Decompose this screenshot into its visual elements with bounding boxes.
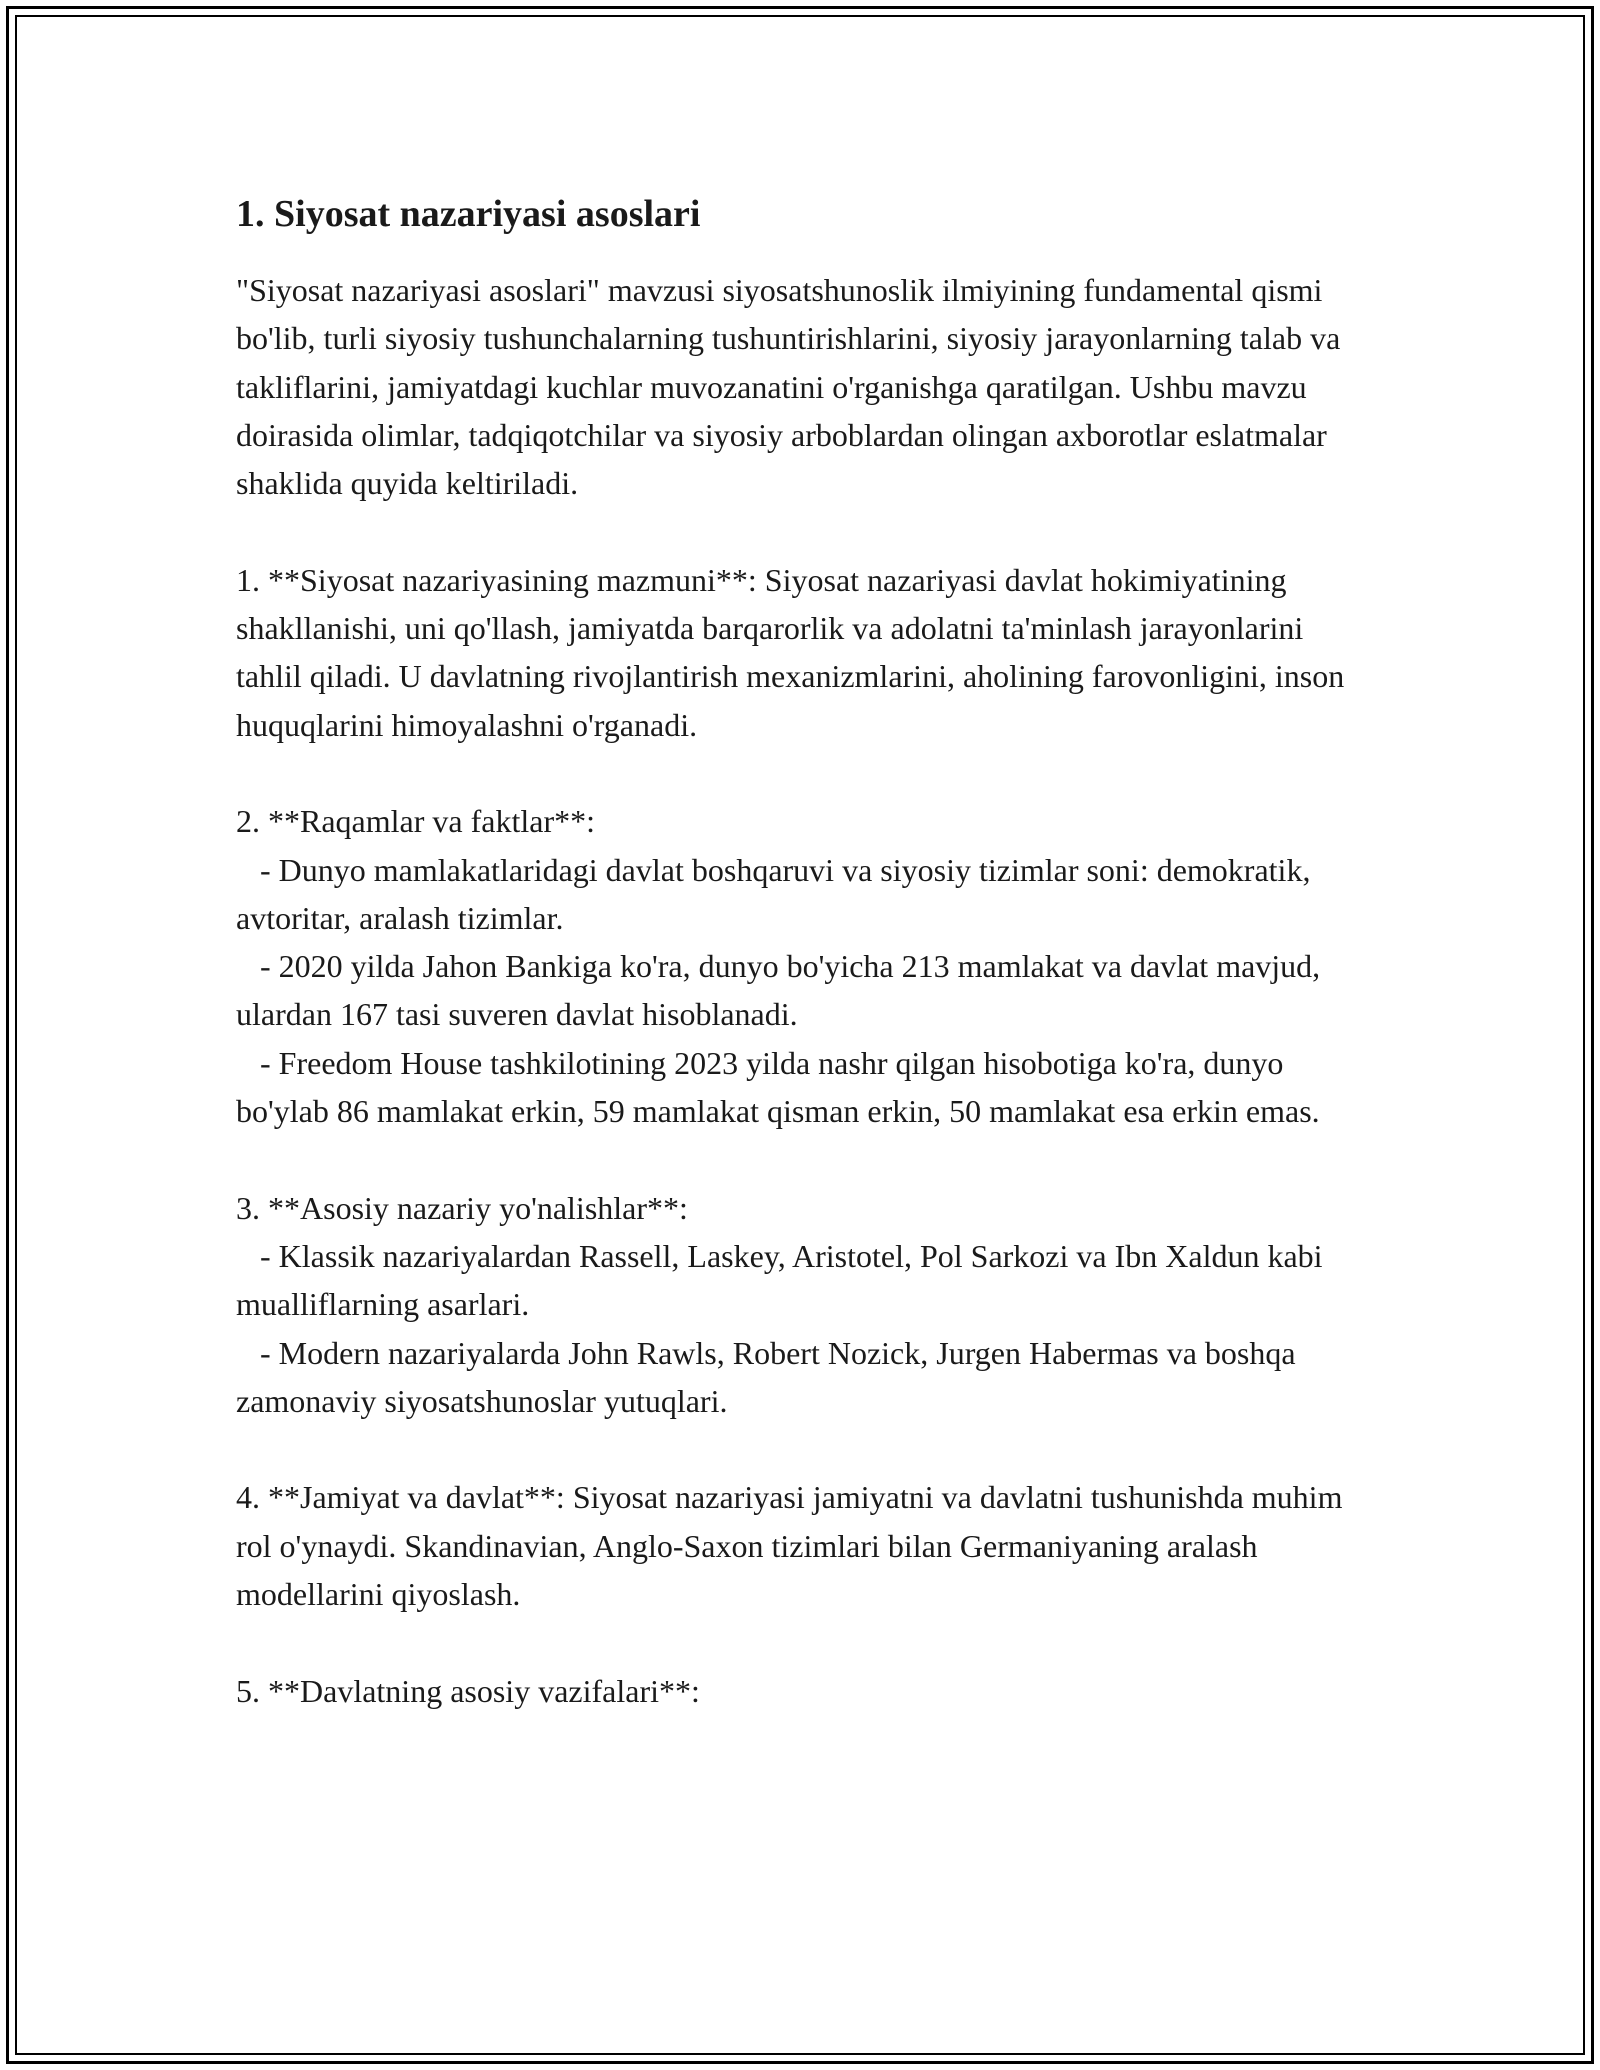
section-5-heading: 5. **Davlatning asosiy vazifalari**: xyxy=(236,1672,700,1709)
document-title: 1. Siyosat nazariyasi asoslari xyxy=(236,193,701,235)
section-2-item: - Freedom House tashkilotining 2023 yilda nashr qilgan hisobotiga ko'ra, dunyo bo'ylab 86 mamlakat erkin, 59 mamlakat qisman erkin, 50 mamlakat esa erkin emas. xyxy=(236,1044,1320,1130)
section-1-paragraph: 1. **Siyosat nazariyasining mazmuni**: Siyosat nazariyasi davlat hokimiyatining shakllanishi, uni qo'llash, jamiyatda barqarorlik va adolatni ta'minlash jarayonlarini tahlil qiladi. U davlatning rivojlantirish mexanizmlarini, aholining farovonligini, inson huquqlarini himoyalashni o'rganadi. xyxy=(236,561,1353,743)
paragraph-gap xyxy=(236,507,1366,555)
section-4-paragraph: 4. **Jamiyat va davlat**: Siyosat nazariyasi jamiyatni va davlatni tushunishda muhim rol o'ynaydi. Skandinavian, Anglo-Saxon tizimlari bilan Germaniyaning aralash modellarini qiyoslash. xyxy=(236,1479,1351,1613)
document-body xyxy=(236,186,1366,1715)
paragraph-gap xyxy=(236,1425,1366,1473)
section-3-item: - Klassik nazariyalardan Rassell, Laskey, Aristotel, Pol Sarkozi va Ibn Xaldun kabi mualliflarning asarlari. xyxy=(236,1237,1331,1323)
section-2-heading: 2. **Raqamlar va faktlar**: xyxy=(236,803,595,840)
paragraph-gap xyxy=(236,1618,1366,1666)
section-2-item: - 2020 yilda Jahon Bankiga ko'ra, dunyo bo'yicha 213 mamlakat va davlat mavjud, ulardan 167 tasi suveren davlat hisoblanadi. xyxy=(236,948,1329,1033)
paragraph-gap xyxy=(236,1135,1366,1183)
section-3-item: - Modern nazariyalarda John Rawls, Robert Nozick, Jurgen Habermas va boshqa zamonaviy siyosatshunoslar yutuqlari. xyxy=(236,1334,1304,1419)
section-2-item: - Dunyo mamlakatlaridagi davlat boshqaruvi va siyosiy tizimlar soni: demokratik, avtoritar, aralash tizimlar. xyxy=(236,851,1319,936)
intro-paragraph: "Siyosat nazariyasi asoslari" mavzusi siyosatshunoslik ilmiyining fundamental qismi bo'lib, turli siyosiy tushunchalarning tushuntirishlarini, siyosiy jarayonlarning talab va takliflarini, jamiyatdagi kuchlar muvozanatini o'rganishga qaratilgan. Ushbu mavzu doirasida olimlar, tadqiqotchilar va siyosiy arboblardan olingan axborotlar eslatmalar shaklida quyida keltiriladi. xyxy=(236,272,1349,502)
section-3-heading: 3. **Asosiy nazariy yo'nalishlar**: xyxy=(236,1189,688,1226)
paragraph-gap xyxy=(236,749,1366,797)
